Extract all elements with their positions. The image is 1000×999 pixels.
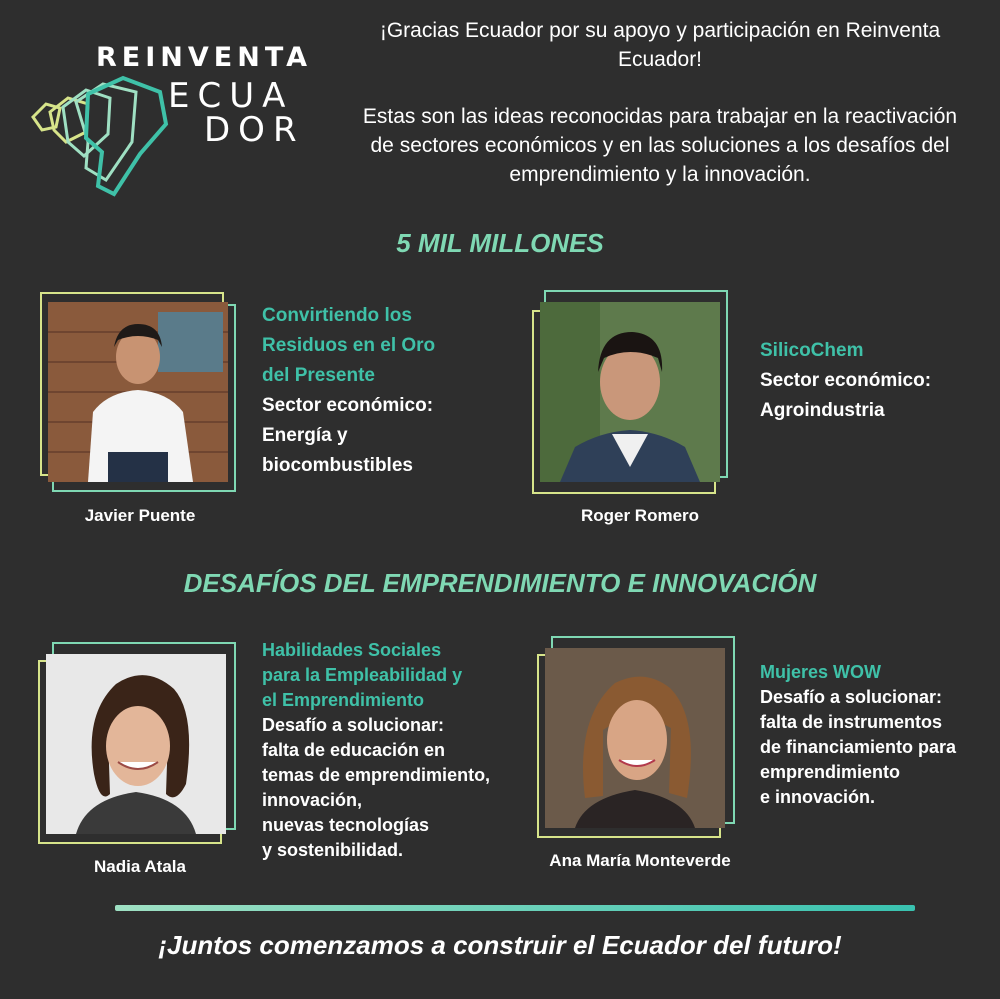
person-name-javier-puente: Javier Puente — [84, 506, 196, 525]
logo-text-ecua: ECUA — [168, 76, 294, 116]
ecuador-map-icon — [28, 72, 178, 202]
idea-block-ana-maria-monteverde — [760, 660, 995, 810]
idea-desc-line: Desafío a solucionar: — [262, 715, 445, 735]
section-title-5-mil-millones: 5 MIL MILLONES — [396, 228, 604, 258]
idea-title-line: Habilidades Sociales — [262, 640, 442, 660]
idea-desc-line: temas de emprendimiento, — [262, 765, 491, 785]
avatar — [540, 302, 720, 482]
idea-desc-line: Desafío a solucionar: — [760, 687, 943, 707]
reinventa-ecuador-logo — [28, 42, 328, 192]
idea-title-line: el Emprendimiento — [262, 690, 425, 710]
idea-title-line: del Presente — [262, 365, 375, 386]
idea-desc-line: innovación, — [262, 790, 363, 810]
idea-block-roger-romero — [760, 336, 990, 426]
intro-thanks: ¡Gracias Ecuador por su apoyo y participación en Reinventa Ecuador! — [379, 19, 941, 71]
idea-desc-line: y sostenibilidad. — [262, 840, 404, 860]
footer-slogan: ¡Juntos comenzamos a construir el Ecuador del futuro! — [158, 930, 842, 960]
photo-frame-nadia-atala — [38, 642, 238, 846]
idea-desc-line: de financiamiento para — [760, 737, 957, 757]
idea-desc-line: e innovación. — [760, 787, 876, 807]
photo-frame-javier-puente — [40, 292, 236, 492]
person-name-ana-maria-monteverde: Ana María Monteverde — [549, 851, 731, 870]
photo-frame-roger-romero — [532, 290, 728, 494]
idea-desc-line: Energía y — [262, 425, 348, 446]
idea-desc-line: biocombustibles — [262, 455, 413, 476]
logo-text-dor: DOR — [204, 110, 305, 150]
idea-desc-line: Sector económico: — [262, 395, 434, 416]
person-name-nadia-atala: Nadia Atala — [94, 857, 186, 876]
idea-block-javier-puente — [262, 301, 522, 481]
person-name-roger-romero: Roger Romero — [580, 506, 700, 525]
avatar — [48, 302, 228, 482]
idea-title-line: SilicoChem — [760, 340, 864, 361]
idea-title-line: Convirtiendo los — [262, 305, 412, 326]
idea-desc-line: Agroindustria — [760, 400, 885, 421]
idea-desc-line: Sector económico: — [760, 370, 932, 391]
section-title-desafios: DESAFÍOS DEL EMPRENDIMIENTO E INNOVACIÓN — [183, 568, 817, 598]
idea-desc-line: emprendimiento — [760, 762, 901, 782]
footer-divider — [115, 905, 915, 911]
idea-title-line: Mujeres WOW — [760, 662, 882, 682]
photo-frame-ana-maria-monteverde — [537, 636, 735, 840]
idea-title-line: para la Empleabilidad y — [262, 665, 463, 685]
idea-desc-line: nuevas tecnologías — [262, 815, 430, 835]
idea-desc-line: falta de instrumentos — [760, 712, 943, 732]
avatar — [46, 654, 226, 834]
idea-desc-line: falta de educación en — [262, 740, 446, 760]
idea-block-nadia-atala — [262, 638, 522, 863]
idea-title-line: Residuos en el Oro — [262, 335, 436, 356]
intro-description: Estas son las ideas reconocidas para trabajar en la reactivación de sectores económicos y en las soluciones a los desafíos del emprendimiento y la innovación. — [362, 105, 958, 186]
logo-text-reinventa: REINVENTA — [96, 42, 313, 73]
avatar — [545, 648, 725, 828]
